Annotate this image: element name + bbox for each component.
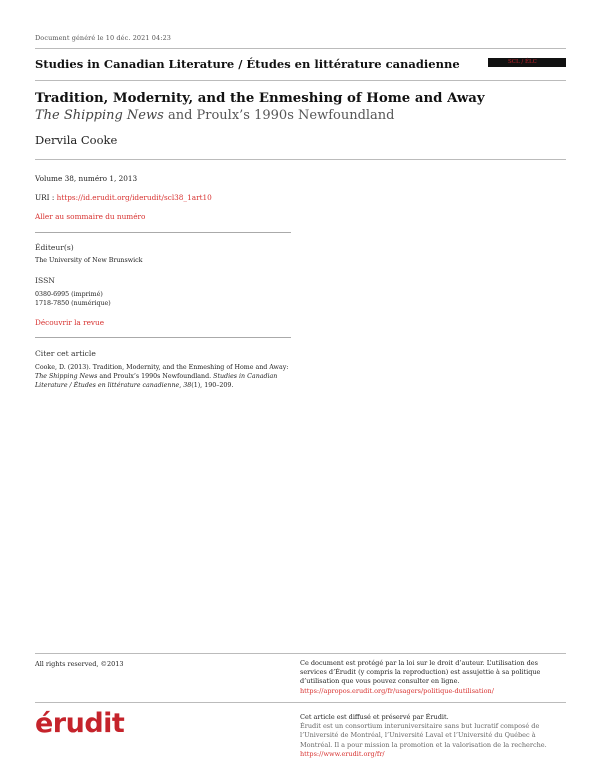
citation-journal-part-2: Literature / Études en littérature canadienne — [35, 381, 180, 389]
meta-divider — [35, 232, 291, 233]
article-author: Dervila Cooke — [35, 133, 118, 147]
top-divider — [35, 48, 566, 49]
citation-book-title: The Shipping News — [35, 372, 98, 380]
publisher-label: Éditeur(s) — [35, 243, 74, 252]
issn-divider — [35, 337, 291, 338]
article-title: Tradition, Modernity, and the Enmeshing of Home and Away — [35, 91, 485, 106]
citation-rest: and Proulx’s 1990s Newfoundland. — [97, 372, 214, 380]
citation-line-1: Cooke, D. (2013). Tradition, Modernity, and the Enmeshing of Home and Away: — [35, 364, 289, 371]
about-line-2: l’Université de Montréal, l’Université Laval et l’Université du Québec à — [300, 731, 536, 740]
copyright-line-3: d’utilisation que vous pouvez consulter en ligne. — [300, 677, 460, 686]
uri-label: URI : — [35, 193, 57, 202]
toc-link[interactable]: Aller au sommaire du numéro — [35, 212, 146, 221]
uri-line — [35, 193, 212, 202]
article-subtitle — [35, 108, 395, 123]
subtitle-italic: The Shipping News — [35, 108, 164, 123]
discover-journal-link[interactable]: Découvrir la revue — [35, 318, 105, 327]
journal-logo — [488, 58, 566, 67]
policy-link[interactable]: https://apropos.erudit.org/fr/usagers/politique-dutilisation/ — [300, 686, 494, 695]
subtitle-rest: and Proulx’s 1990s Newfoundland — [163, 108, 395, 123]
author-divider — [35, 159, 566, 160]
about-line-3: Montréal. Il a pour mission la promotion et la valorisation de la recherche. — [300, 740, 547, 749]
issn-print: 0380-6995 (imprimé) — [35, 291, 103, 298]
citation-line-2 — [35, 373, 335, 382]
copyright-notice — [300, 659, 562, 696]
footer-divider — [35, 653, 566, 654]
citation-journal-part-1: Studies in Canadian — [213, 372, 278, 380]
citation-volume: , 38 — [179, 381, 192, 389]
citation-pages: (1), 190–209. — [191, 381, 234, 389]
erudit-link[interactable]: https://www.erudit.org/fr/ — [300, 749, 385, 758]
citation-text — [35, 364, 335, 390]
publisher-name: The University of New Brunswick — [35, 257, 143, 264]
copyright-line-2: services d’Érudit (y compris la reproduction) est assujettie à sa politique — [300, 668, 541, 677]
uri-link[interactable]: https://id.erudit.org/iderudit/scl38_1art10 — [56, 193, 212, 202]
distributed-line: Cet article est diffusé et préservé par Érudit. — [300, 713, 449, 721]
header-divider — [35, 80, 566, 81]
about-line-1: Érudit est un consortium interuniversitaire sans but lucratif composé de — [300, 722, 540, 731]
issn-label: ISSN — [35, 276, 55, 285]
issn-digital: 1718-7850 (numérique) — [35, 300, 111, 307]
rights-notice: All rights reserved, ©2013 — [35, 660, 124, 668]
generation-date: Document généré le 10 déc. 2021 04:23 — [35, 34, 172, 42]
journal-title: Studies in Canadian Literature / Études en littérature canadienne — [35, 57, 460, 71]
erudit-logo: érudit — [35, 708, 125, 739]
cite-label: Citer cet article — [35, 349, 96, 358]
citation-line-3 — [35, 382, 335, 391]
volume-info: Volume 38, numéro 1, 2013 — [35, 174, 138, 183]
journal-logo-text: SCL / ÉLC — [508, 59, 537, 65]
footer-divider-2 — [35, 702, 566, 703]
erudit-notice — [300, 713, 562, 759]
copyright-line-1: Ce document est protégé par la loi sur le droit d’auteur. L’utilisation des — [300, 659, 538, 667]
